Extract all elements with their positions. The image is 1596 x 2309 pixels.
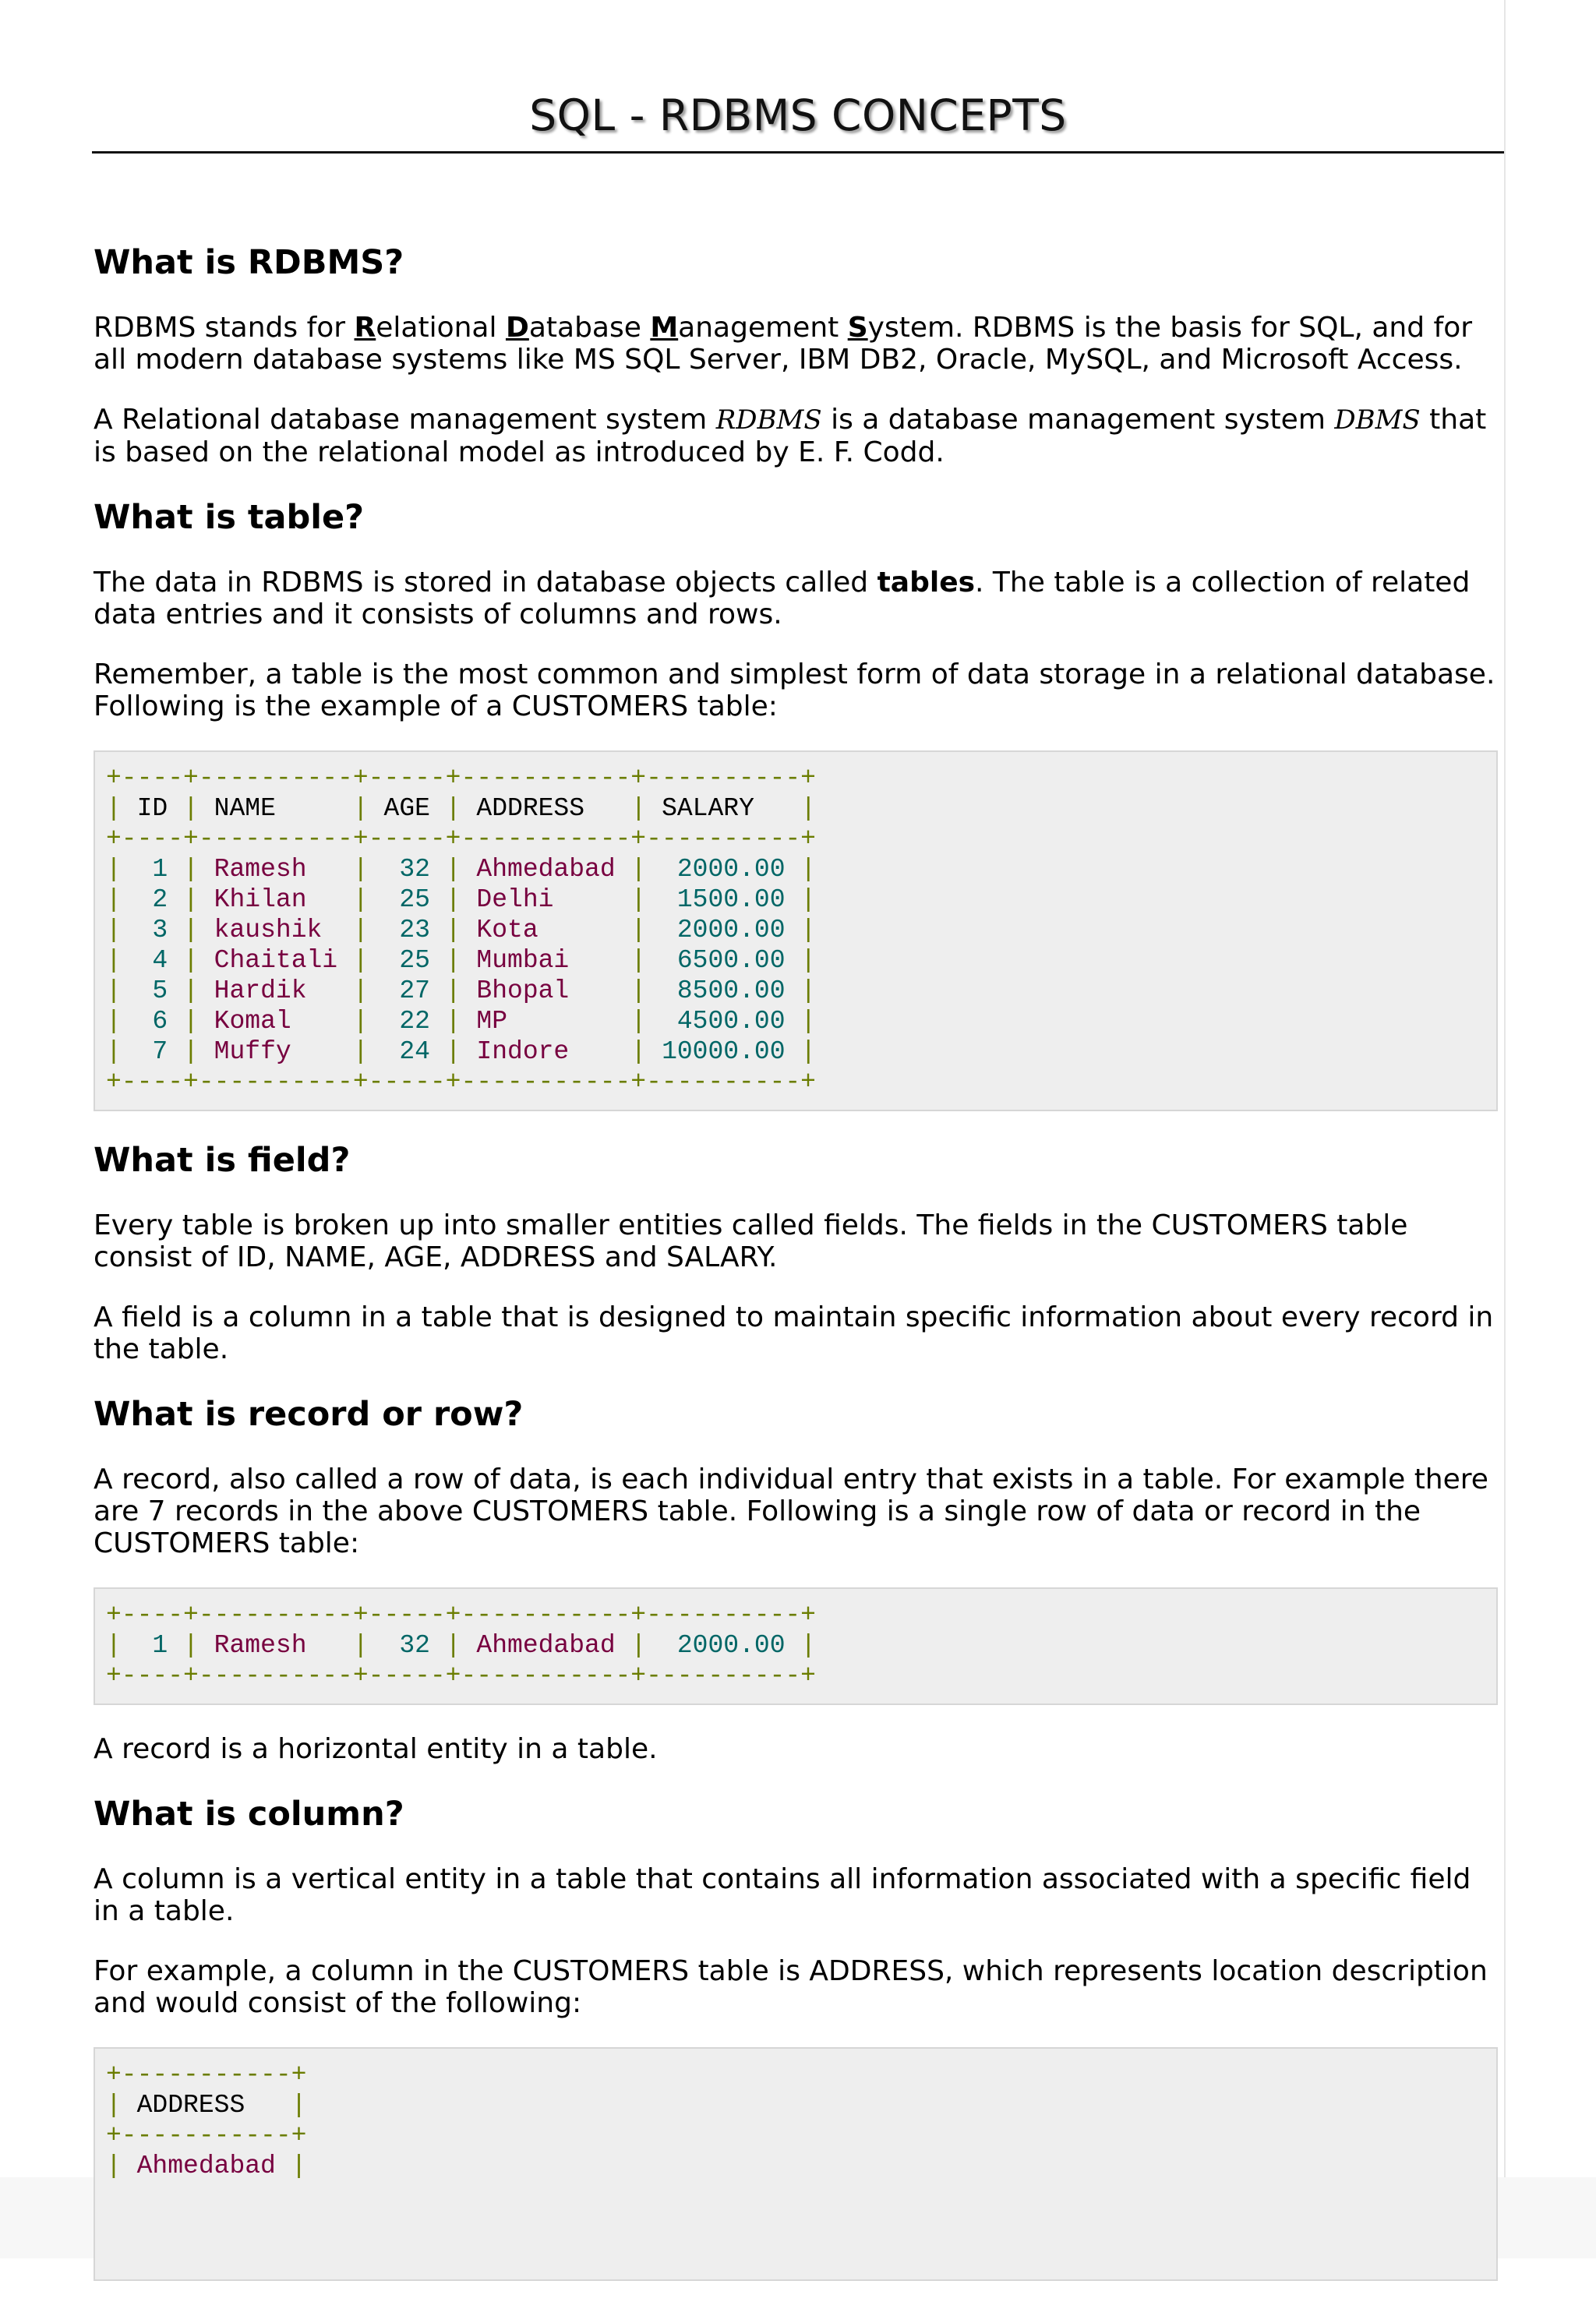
table-example-intro: Remember, a table is the most common and simplest form of data storage in a relational database. Following is the example of a CUSTOMERS table: (94, 658, 1495, 722)
rdbms-codd-paragraph: A Relational database management system RDBMS is a database management system DBMS that is based on the relational model as introduced by E. F. Codd. (94, 404, 1487, 468)
column-paragraph-2: For example, a column in the CUSTOMERS table is ADDRESS, which represents location description and would consist of the following: (94, 1955, 1488, 2019)
title-underline (92, 151, 1504, 154)
column-paragraph-1: A column is a vertical entity in a table that contains all information associated with a specific field in a table. (94, 1863, 1471, 1927)
page-title: SQL - RDBMS CONCEPTS (529, 90, 1067, 140)
record-row-code-block: +----+----------+-----+-----------+----------+ | 1 | Ramesh | 32 | Ahmedabad | 2000.00 | +----+----------+-----+-----------+----------+ (94, 1587, 1498, 1705)
field-paragraph-2: A field is a column in a table that is designed to maintain specific information about every record in the table. (94, 1301, 1494, 1365)
heading-what-is-rdbms: What is RDBMS? (94, 243, 404, 282)
rdbms-definition-paragraph: RDBMS stands for Relational Database Management System. RDBMS is the basis for SQL, and for all modern database systems like MS SQL Server, IBM DB2, Oracle, MySQL, and Microsoft Access. (94, 312, 1473, 376)
field-paragraph-1: Every table is broken up into smaller entities called fields. The fields in the CUSTOMERS table consist of ID, NAME, AGE, ADDRESS and SALARY. (94, 1209, 1408, 1273)
heading-what-is-column: What is column? (94, 1795, 404, 1834)
record-paragraph-2: A record is a horizontal entity in a table. (94, 1733, 658, 1765)
address-column-code-block: +-----------+ | ADDRESS | +-----------+ | Ahmedabad | (94, 2047, 1498, 2281)
document-body (94, 242, 1504, 2309)
customers-table-code-block: +----+----------+-----+-----------+----------+ | ID | NAME | AGE | ADDRESS | SALARY | +----+----------+-----+-----------+----------+ | 1 | Ramesh | 32 | Ahmedabad | 2000.00 | | 2 | Khilan | 25 | Delhi | 1500.00 | | 3 | kaushik | 23 | Kota | 2000.00 | | 4 | Chaitali | 25 | Mumbai | 6500.00 | | 5 | Hardik | 27 | Bhopal | 8500.00 | | 6 | Komal | 22 | MP | 4500.00 | | 7 | Muffy | 24 | Indore | 10000.00 | +----+----------+-----+-----------+----------+ (94, 750, 1498, 1111)
heading-what-is-record: What is record or row? (94, 1395, 524, 1434)
heading-what-is-table: What is table? (94, 498, 365, 537)
heading-what-is-field: What is field? (94, 1141, 351, 1180)
record-paragraph-1: A record, also called a row of data, is each individual entry that exists in a table. For example there are 7 records in the above CUSTOMERS table. Following is a single row of data or record in the CUSTOMERS table: (94, 1463, 1488, 1559)
table-definition-paragraph: The data in RDBMS is stored in database objects called tables. The table is a collection of related data entries and it consists of columns and rows. (94, 567, 1471, 630)
